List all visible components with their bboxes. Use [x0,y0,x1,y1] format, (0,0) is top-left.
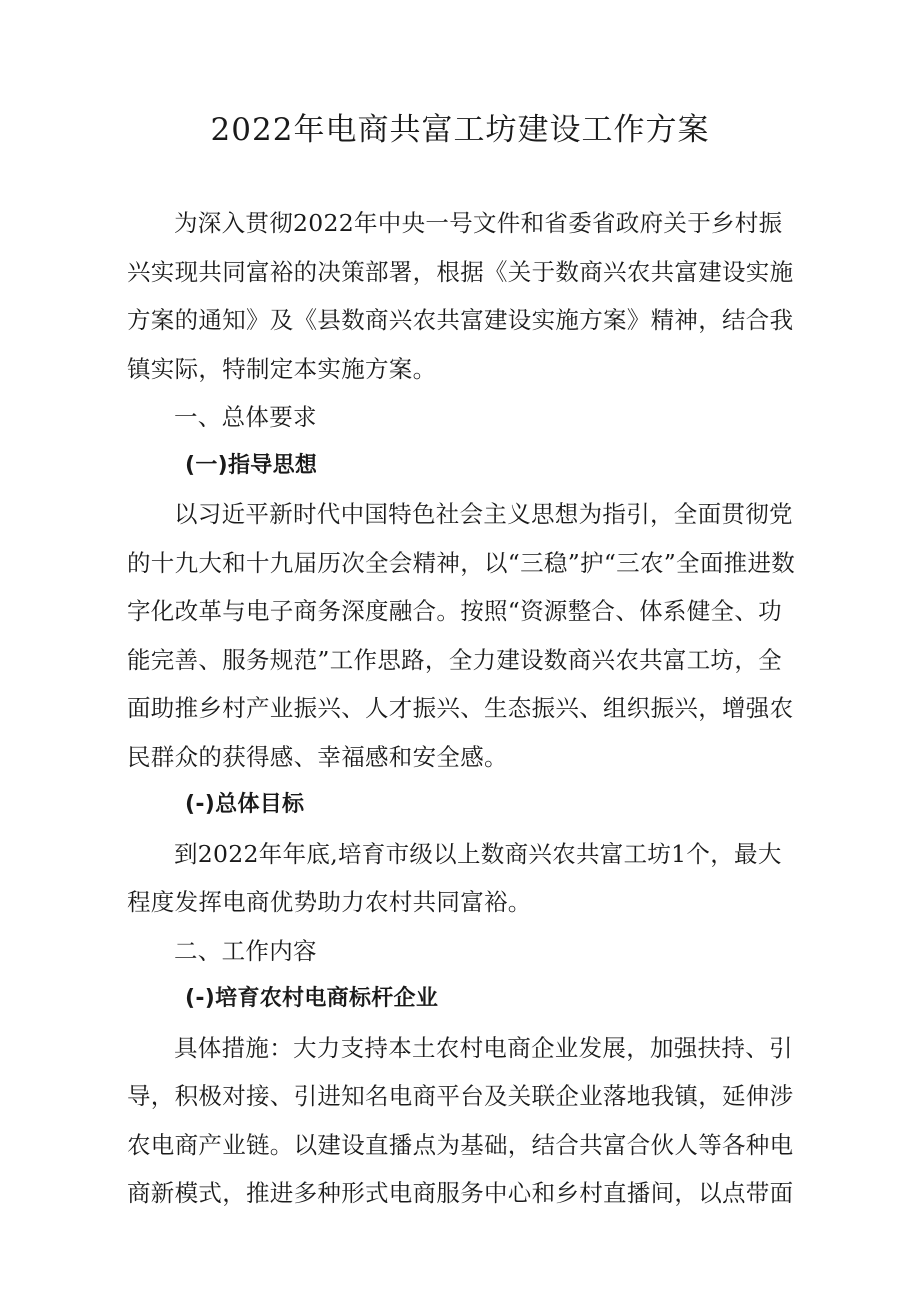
document-body [127,199,799,1218]
subheading-guiding-ideology: (一)指导思想 [185,452,318,478]
guiding-ideology-paragraph: 以习近平新时代中国特色社会主义思想为指引，全面贯彻党的十九大和十九届历次全会精神，以“三稳”护“三农”全面推进数字化改革与电子商务深度融合。按照“资源整合、体系健全、功能完善、服务规范”工作思路，全力建设数商兴农共富工坊，全面助推乡村产业振兴、人才振兴、生态振兴、组织振兴，增强农民群众的获得感、幸福感和安全感。 [127,500,796,771]
intro-paragraph: 为深入贯彻2022年中央一号文件和省委省政府关于乡村振兴实现共同富裕的决策部署，根据《关于数商兴农共富建设实施方案的通知》及《县数商兴农共富建设实施方案》精神，结合我镇实际，特制定本实施方案。 [127,209,794,383]
overall-goal-paragraph: 到2022年年底,培育市级以上数商兴农共富工坊1个，最大程度发挥电商优势助力农村共同富裕。 [127,839,782,916]
measures-paragraph: 具体措施：大力支持本土农村电商企业发展，加强扶持、引导，积极对接、引进知名电商平台及关联企业落地我镇，延伸涉农电商产业链。以建设直播点为基础，结合共富合伙人等各种电商新模式，推进多种形式电商服务中心和乡村直播间，以点带面 [127,1033,794,1207]
subheading-benchmark-enterprises: (-)培育农村电商标杆企业 [185,986,439,1011]
section-heading-general-requirements: 一、总体要求 [174,403,317,431]
document-title: 2022年电商共富工坊建设工作方案 [210,112,710,148]
section-heading-work-content: 二、工作内容 [174,936,317,965]
subheading-overall-goal: (-)总体目标 [185,792,305,817]
